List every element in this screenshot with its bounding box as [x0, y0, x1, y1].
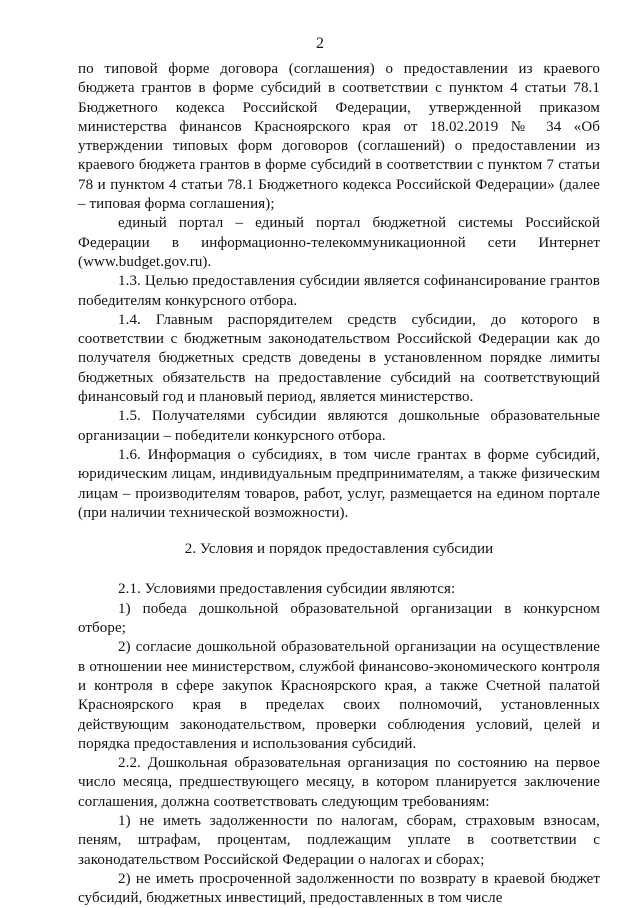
paragraph-2-1: 2.1. Условиями предоставления субсидии являются: [118, 581, 456, 598]
paragraph-2-2-item-1: 1) не иметь задолженности по налогам, сборам, страховым взносам, пеням, штрафам, процентам, подлежащим уплате в соответствии с законодательством Российской Федерации о налогах и сборах; [78, 812, 600, 868]
paragraph-1-4: 1.4. Главным распорядителем средств субсидии, до которого в соответствии с бюджетным законодательством Российской Федерации как до получателя бюджетных средств доведены в установленном порядке лимиты бюджетных обязательств на предоставление субсидий на соответствующий финансовый год и плановый период, является министерство. [78, 311, 600, 406]
paragraph-1-5: 1.5. Получателями субсидии являются дошкольные образовательные организации – победители конкурсного отбора. [78, 408, 600, 444]
paragraph-2-1-item-2: 2) согласие дошкольной образовательной организации на осуществление в отношении нее министерством, службой финансово-экономического контроля и контроля в сфере закупок Красноярского края, а также Счетной палатой Красноярского края в пределах своих полномочий, установленных действующим законодательством, проверки соблюдения условий, целей и порядка предоставления и использования субсидий. [78, 639, 600, 752]
paragraph-contract-form: по типовой форме договора (соглашения) о предоставлении из краевого бюджета грантов в форме субсидий в соответствии с пунктом 4 статьи 78.1 Бюджетного кодекса Российской Федерации, утвержденной приказом министерства финансов Красноярского края от 18.02.2019 № 34 «Об утверждении типовых форм договоров (соглашений) о предоставлении из краевого бюджета грантов в форме субсидий в соответствии с пунктом 7 статьи 78 и пунктом 4 статьи 78.1 Бюджетного кодекса Российской Федерации» (далее – типовая форма соглашения); [78, 61, 600, 213]
paragraph-unified-portal: единый портал – единый портал бюджетной системы Российской Федерации в информационно-телекоммуникационной сети Интернет (www.budget.gov.ru). [78, 215, 600, 270]
paragraph-2-1-item-1: 1) победа дошкольной образовательной организации в конкурсном отборе; [78, 600, 600, 637]
document-body [78, 60, 600, 908]
paragraph-2-2-item-2: 2) не иметь просроченной задолженности по возврату в краевой бюджет субсидий, бюджетных инвестиций, предоставленных в том числе [78, 870, 600, 907]
paragraph-1-6: 1.6. Информация о субсидиях, в том числе грантах в форме субсидий, юридическим лицам, индивидуальным предпринимателям, а также физическим лицам – производителям товаров, работ, услуг, размещается на едином портале (при наличии технической возможности). [78, 446, 600, 521]
paragraph-1-3: 1.3. Целью предоставления субсидии является софинансирование грантов победителям конкурсного отбора. [78, 273, 600, 309]
paragraph-2-2: 2.2. Дошкольная образовательная организация по состоянию на первое число месяца, предшествующего месяцу, в котором планируется заключение соглашения, должна соответствовать следующим требованиям: [78, 755, 600, 810]
page-number: 2 [316, 35, 324, 52]
section-2-heading: 2. Условия и порядок предоставления субсидии [184, 541, 494, 558]
